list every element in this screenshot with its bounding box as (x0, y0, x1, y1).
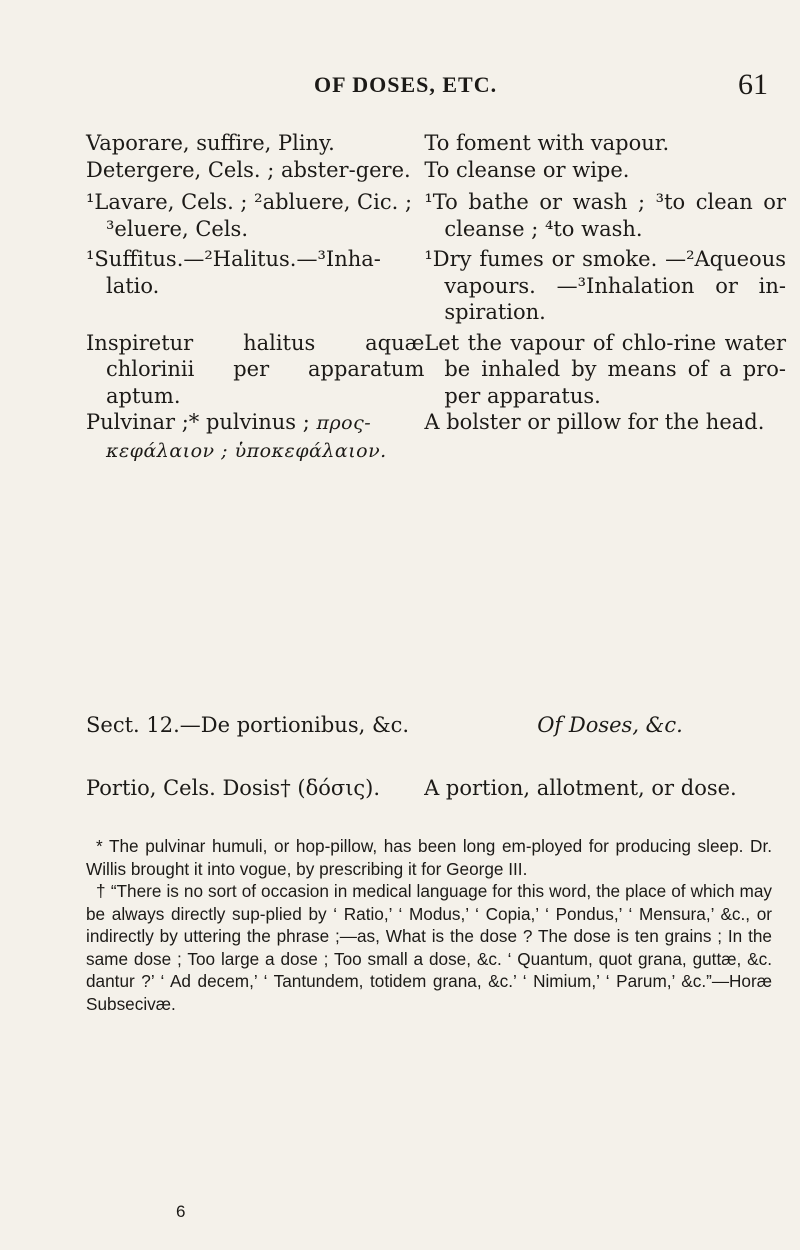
section-latin: Sect. 12.—De portionibus, &c. (86, 713, 410, 737)
latin-term: Inspiretur halitus aquæ chlorinii per apparatum aptum. (86, 330, 425, 408)
english-translation: To foment with vapour. (424, 131, 670, 155)
entry-row (86, 330, 786, 410)
footnotes (86, 835, 772, 1015)
section-english: Of Doses, &c. (537, 713, 683, 737)
page-number: 61 (738, 68, 768, 101)
latin-word: Pulvinar ;* pulvinus ; (86, 410, 310, 434)
latin-term: ¹Suffitus.—²Halitus.—³Inha-latio. (86, 247, 381, 298)
english-translation: To cleanse or wipe. (424, 157, 630, 182)
latin-term (86, 409, 424, 464)
footnote: * The pulvinar humuli, or hop-pillow, has been long em-ployed for producing sleep. Dr. Willis brought it into vogue, by prescribing it for George III. (86, 836, 772, 879)
entry-row (86, 130, 786, 157)
entry-row (86, 189, 786, 242)
english-translation: Let the vapour of chlo-rine water be inhaled by means of a pro-per apparatus. (424, 330, 786, 408)
entry-row (86, 775, 786, 802)
latin-term: Portio, Cels. Dosis† (δόσις). (86, 776, 381, 800)
signature-mark: 6 (176, 1202, 186, 1221)
entry-row (86, 409, 786, 464)
vocabulary-entries (86, 130, 786, 464)
latin-term: ¹Lavare, Cels. ; ²abluere, Cic. ; ³eluere, Cels. (86, 190, 413, 241)
footnote: † “There is no sort of occasion in medical language for this word, the place of which may be always directly sup-plied by ‘ Ratio,’ ‘ Modus,’ ‘ Copia,’ ‘ Pondus,’ ‘ Mensura,’ &c., or indirectly by uttering the phrase ;—as, What is the dose ? The dose is ten grains ; In the same dose ; Too large a dose ; Too small a dose, &c. ‘ Quantum, quot grana, guttæ, &c. dantur ?’ ‘ Ad decem,’ ‘ Tantundem, totidem grana, &c.’ ‘ Nimium,’ ‘ Parum,’ &c.”—Horæ Subsecivæ. (86, 881, 772, 1014)
english-translation: ¹To bathe or wash ; ³to clean or cleanse ; ⁴to wash. (424, 190, 786, 241)
entry-row (86, 157, 786, 184)
english-translation: A bolster or pillow for the head. (424, 410, 765, 434)
section-heading (86, 712, 786, 739)
running-head (86, 70, 768, 106)
greek-word: προς-κεφάλαιον ; ὑποκεφάλαιον. (106, 412, 387, 462)
entry-row (86, 246, 786, 326)
english-translation: A portion, allotment, or dose. (424, 776, 737, 800)
latin-term: Vaporare, suffire, Pliny. (86, 131, 335, 155)
latin-term: Detergere, Cels. ; abster-gere. (86, 157, 411, 182)
english-translation: ¹Dry fumes or smoke. —²Aqueous vapours. —³Inhalation or in-spiration. (424, 247, 786, 324)
running-title: OF DOSES, ETC. (314, 72, 498, 97)
